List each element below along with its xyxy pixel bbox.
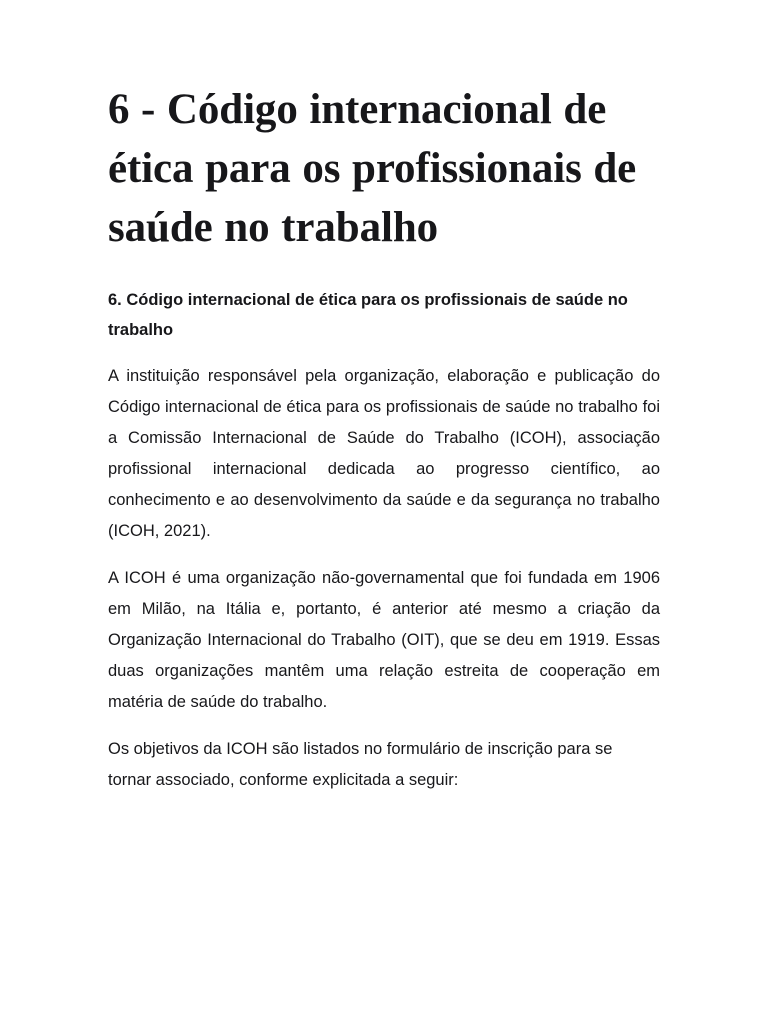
section-heading: 6. Código internacional de ética para os profissionais de saúde no trabalho <box>108 291 628 339</box>
page-title: 6 - Código internacional de ética para os profissionais de saúde no trabalho <box>108 86 637 251</box>
body-paragraph-1: A instituição responsável pela organização, elaboração e publicação do Código internacional de ética para os profissionais de saúde no trabalho foi a Comissão Internacional de Saúde do Trabalho (ICOH), associação profissional internacional dedicada ao progresso científico, ao conhecimento e ao desenvolvimento da saúde e da segurança no trabalho (ICOH, 2021). <box>108 367 660 540</box>
document-content-column <box>108 0 660 796</box>
body-paragraph-3: Os objetivos da ICOH são listados no formulário de inscrição para se tornar associado, conforme explicitada a seguir: <box>108 740 613 789</box>
body-paragraph-2: A ICOH é uma organização não-governamental que foi fundada em 1906 em Milão, na Itália e, portanto, é anterior até mesmo a criação da Organização Internacional do Trabalho (OIT), que se deu em 1919. Essas duas organizações mantêm uma relação estreita de cooperação em matéria de saúde do trabalho. <box>108 569 660 711</box>
